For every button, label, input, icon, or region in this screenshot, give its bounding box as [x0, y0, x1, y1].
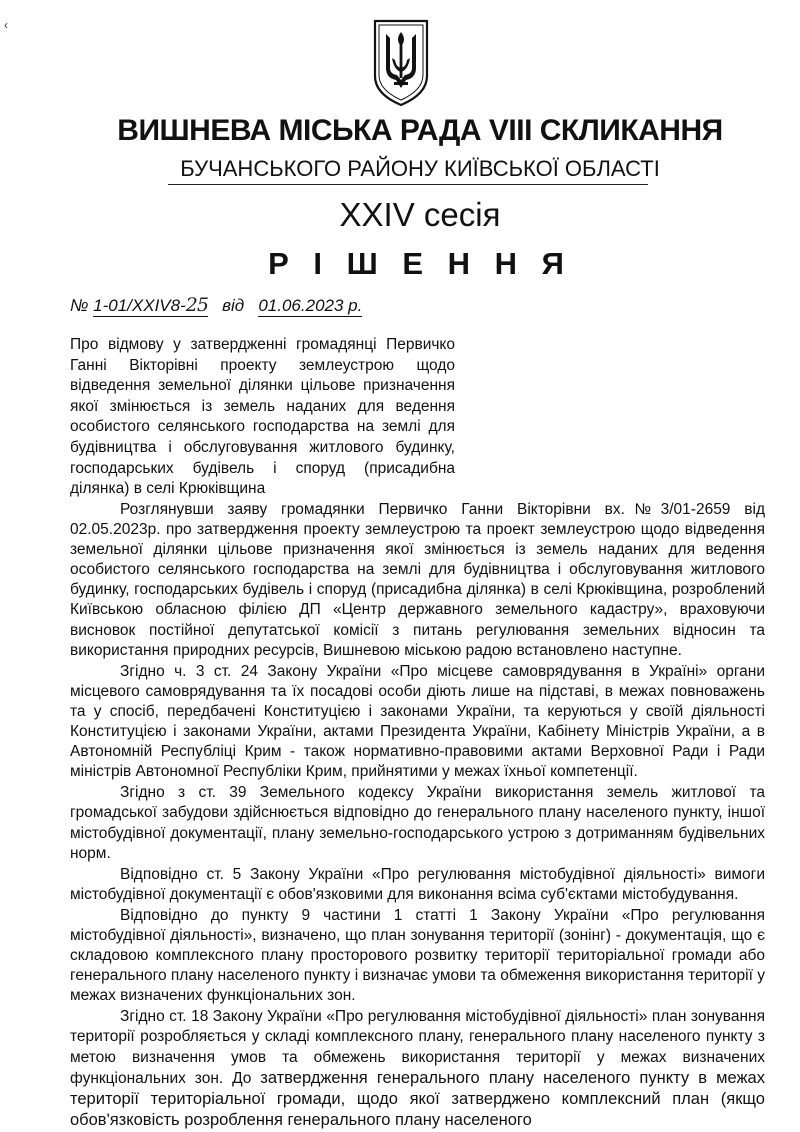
- body-paragraph-part: Згідно ст. 18 Закону України «Про регулювання містобудівної діяльності» план зонування території розробляється у складі комплексного плану, генерального плану населеного пункту з метою визначення умов та обмежень використання території у межах визначених функціональних зон. До: [70, 1008, 765, 1087]
- trident-emblem-icon: [372, 18, 430, 108]
- handwritten-number: 25: [185, 294, 208, 316]
- session-label: XXIV сесія: [339, 196, 501, 233]
- document-body: [70, 500, 765, 1132]
- council-subtitle: БУЧАНСЬКОГО РАЙОНУ КИЇВСЬКОЇ ОБЛАСТІ: [180, 156, 660, 181]
- document-number: 1-01/XXIV8-: [93, 296, 186, 315]
- body-paragraph: Розглянувши заяву громадянки Первичко Ганни Вікторівни вх.№3/01-2659 від 02.05.2023р. про затвердження проекту землеустрою та проект землеустрою щодо відведення земельної ділянки цільове призначення якої змінюється із земель наданих для ведення особистого селянського господарства на землі для будівництва і обслуговування житлового будинку, господарських будівель і споруд (присадибна ділянка) в селі Крюківщина, розроблений Київською обласною філією ДП «Центр державного земельного кадастру», враховуючи висновок постійної депутатської комісії з питань регулювання земельних відносин та використання природних ресурсів, Вишневою міською радою встановлено наступне.: [70, 501, 765, 659]
- body-paragraph: Згідно з ст. 39 Земельного кодексу України використання земель житлової та громадської забудови здійснюється відповідно до генерального плану населеного пункту, іншої містобудівної документації, плану земельно-господарського устрою з дотриманням будівельних норм.: [70, 784, 765, 862]
- document-number-field: [93, 294, 208, 317]
- body-paragraph: Відповідно ст. 5 Закону України «Про регулювання містобудівної діяльності» вимоги містобудівної документації є обов'язковими для виконання всіма суб'єктами містобудування.: [70, 865, 765, 903]
- decision-subject: Про відмову у затвердженні громадянці Первичко Ганні Вікторівні проекту землеустрою щодо відведення земельної ділянки цільове призначення якої змінюється із земель наданих для ведення особистого селянського господарства на землі для будівництва і обслуговування житлового будинку, господарських будівель і споруд (присадибна ділянка) в селі Крюківщина: [70, 336, 455, 498]
- number-prefix: №: [70, 296, 89, 315]
- body-paragraph: [70, 1007, 765, 1131]
- body-paragraph-part: затвердження генерального плану населеного пункту в межах території територіальної громади, щодо якої затверджено комплексний план (якщо обов'язковість розроблення генерального плану населеного: [70, 1068, 765, 1129]
- body-paragraph: Згідно ч. 3 ст. 24 Закону України «Про місцеве самоврядування в Україні» органи місцевого самоврядування та їх посадові особи діють лише на підставі, в межах повноважень та у спосіб, передбачені Конституцією і законами України, та керуються у своїй діяльності Конституцією і законами України, актами Президента України, Кабінету Міністрів України, а в Автономній Республіці Крим - також нормативно-правовими актами Верховної Ради і Ради міністрів Автономної Республіки Крим, прийнятими у межах їхньої компетенції.: [70, 662, 765, 781]
- from-label: від: [222, 296, 245, 315]
- header-divider: [168, 184, 648, 185]
- document-number-line: [70, 294, 362, 317]
- document-date: 01.06.2023 р.: [258, 296, 363, 315]
- scan-mark: ‹: [4, 18, 8, 32]
- body-paragraph: Відповідно до пункту 9 частини 1 статті 1 Закону України «Про регулювання містобудівної діяльності», визначено, що план зонування території (зонінг) - документація, що є складовою комплексного плану просторового розвитку території територіальної громади або генерального плану населеного пункту і визначає умови та обмеження використання території у межах визначених функціональних зон.: [70, 906, 765, 1005]
- council-title: ВИШНЕВА МІСЬКА РАДА VIII СКЛИКАННЯ: [117, 114, 723, 147]
- document-type: Р І Ш Е Н Н Я: [268, 246, 572, 281]
